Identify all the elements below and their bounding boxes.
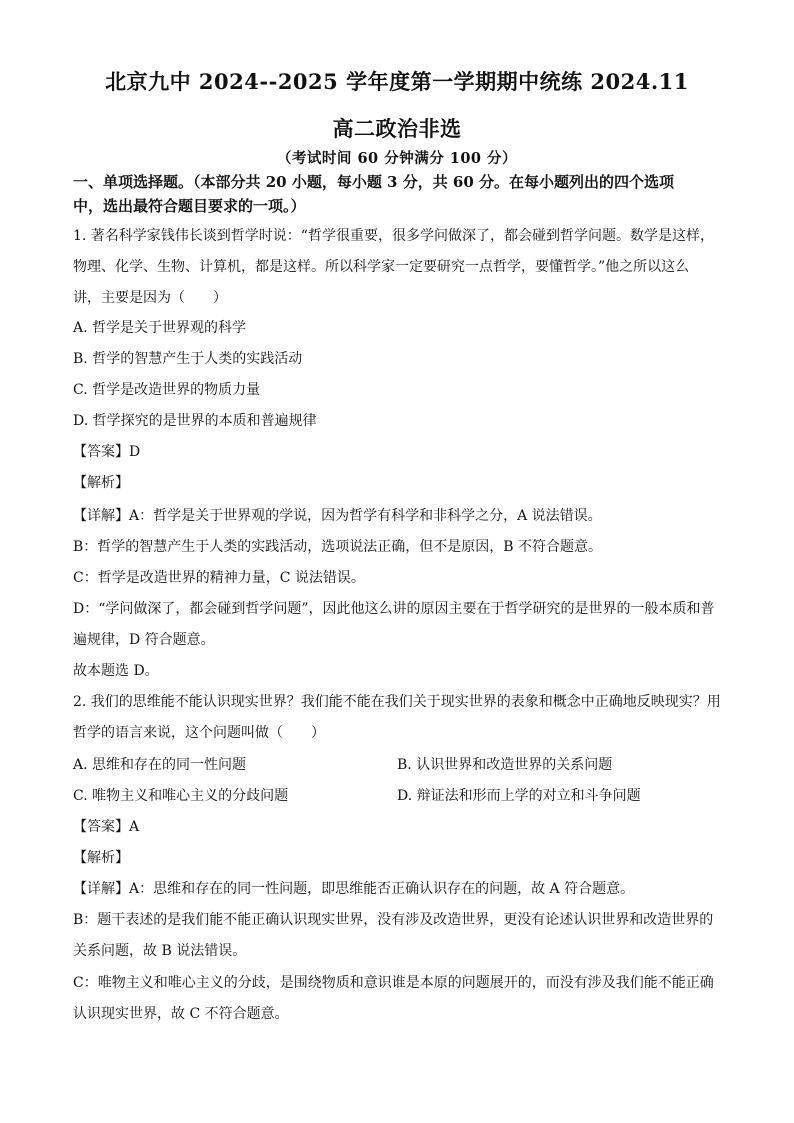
q2-option-c: C. 唯物主义和唯心主义的分歧问题	[73, 788, 289, 804]
q1-detail-line: D：“学问做深了，都会碰到哲学问题”，因此他这么讲的原因主要在于哲学研究的是世界的一般本质和普	[73, 601, 715, 617]
exam-info: （考试时间 60 分钟满分 100 分）	[276, 150, 518, 167]
q1-option-c: C. 哲学是改造世界的物质力量	[73, 382, 261, 398]
q1-answer: 【答案】D	[73, 444, 141, 460]
q2-detail-line: 【详解】A：思维和存在的同一性问题，即思维能否正确认识存在的问题，故 A 符合题意。	[73, 881, 635, 897]
q1-option-b: B. 哲学的智慧产生于人类的实践活动	[73, 351, 303, 367]
q2-detail-line: C：唯物主义和唯心主义的分歧，是围绕物质和意识谁是本原的问题展开的，而没有涉及我们能不能正确	[73, 975, 714, 991]
q1-stem: 物理、化学、生物、计算机，都是这样。所以科学家一定要研究一点哲学，要懂哲学。”他之所以这么	[73, 259, 690, 275]
section-heading: 一、单项选择题。（本部分共 20 小题，每小题 3 分，共 60 分。在每小题列出的四个选项	[73, 173, 675, 191]
q2-answer: 【答案】A	[73, 819, 140, 835]
q2-analysis-label: 【解析】	[73, 850, 129, 866]
q1-detail-line: 故本题选 D。	[73, 663, 159, 679]
q2-option-d: D. 辩证法和形而上学的对立和斗争问题	[397, 788, 641, 804]
q1-stem: 讲，主要是因为（ ）	[73, 290, 227, 306]
q1-option-a: A. 哲学是关于世界观的科学	[73, 320, 247, 336]
q1-analysis-label: 【解析】	[73, 475, 129, 491]
q2-stem: 2. 我们的思维能不能认识现实世界？我们能不能在我们关于现实世界的表象和概念中正确地反映现实？用	[73, 694, 721, 710]
q2-stem: 哲学的语言来说，这个问题叫做（ ）	[73, 725, 325, 741]
q1-option-d: D. 哲学探究的是世界的本质和普遍规律	[73, 413, 317, 429]
q1-stem: 1. 著名科学家钱伟长谈到哲学时说：“哲学很重要，很多学问做深了，都会碰到哲学问题。数学是这样，	[73, 228, 714, 244]
exam-subtitle: 高二政治非选	[332, 116, 462, 141]
q2-detail-line: B：题干表述的是我们能不能正确认识现实世界，没有涉及改造世界，更没有论述认识世界和改造世界的	[73, 912, 714, 928]
q1-detail-line: C：哲学是改造世界的精神力量，C 说法错误。	[73, 570, 365, 586]
q2-option-b: B. 认识世界和改造世界的关系问题	[397, 757, 613, 773]
exam-title: 北京九中 2024--2025 学年度第一学期期中统练 2024.11	[105, 69, 689, 94]
q2-option-a: A. 思维和存在的同一性问题	[73, 757, 247, 773]
section-heading-cont: 中，选出最符合题目要求的一项。）	[73, 197, 306, 215]
q1-detail-line: 【详解】A：哲学是关于世界观的学说，因为哲学有科学和非科学之分，A 说法错误。	[73, 508, 602, 524]
q2-detail-line: 认识现实世界，故 C 不符合题意。	[73, 1006, 289, 1022]
q1-detail-line: 遍规律，D 符合题意。	[73, 632, 215, 648]
q1-detail-line: B：哲学的智慧产生于人类的实践活动，选项说法正确，但不是原因，B 不符合题意。	[73, 539, 603, 555]
q2-detail-line: 关系问题，故 B 说法错误。	[73, 943, 247, 959]
